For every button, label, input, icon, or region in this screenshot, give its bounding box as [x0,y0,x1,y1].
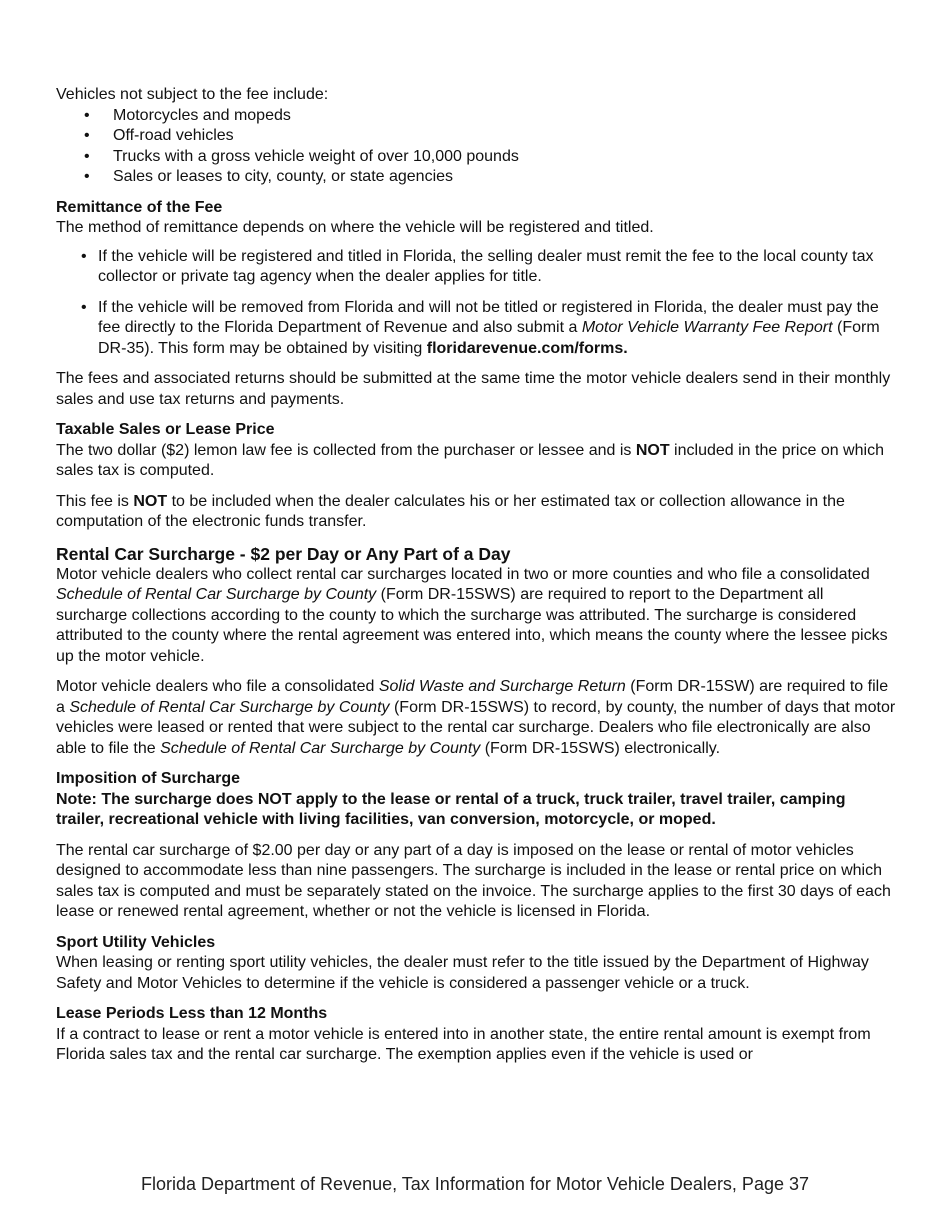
exempt-list [56,106,896,188]
page-content [56,85,896,1066]
text-run: Motor vehicle dealers who file a consolidated [56,678,379,695]
forms-link[interactable]: floridarevenue.com/forms. [426,339,628,357]
imposition-note: Note: The surcharge does NOT apply to the lease or rental of a truck, truck trailer, travel trailer, camping trailer, recreational vehicle with living facilities, van conversion, motorcycle, or moped. [56,790,846,828]
text-run: (Form DR-15SWS) are required to report to the Department all surcharge collections according to the county to which the surcharge was attributed. The surcharge is considered attributed to the county where the rental agreement was entered into, which means the county where the lessee picks up the motor vehicle. [56,586,888,665]
text-run: included in the price on which sales tax is computed. [56,441,884,479]
list-item: • Sales or leases to city, county, or state agencies [56,167,896,188]
emphasis: NOT [133,492,168,510]
lease-heading: Lease Periods Less than 12 Months [56,1005,328,1022]
remittance-closing: The fees and associated returns should be submitted at the same time the motor vehicle dealers send in their monthly sales and use tax returns and payments. [56,370,891,408]
suv-heading: Sport Utility Vehicles [56,933,216,951]
lease-text: If a contract to lease or rent a motor vehicle is entered into in another state, the entire rental amount is exempt from Florida sales tax and the rental car surcharge. The exemption applies even if the vehicle is used or [56,1025,871,1063]
taxable-paragraph-1 [56,441,896,482]
list-item: • Off-road vehicles [56,126,896,147]
imposition-heading: Imposition of Surcharge [56,770,241,787]
emphasis: NOT [635,441,670,459]
rental-heading: Rental Car Surcharge - $2 per Day or Any Part of a Day [56,543,511,564]
remittance-heading: Remittance of the Fee [56,198,223,216]
form-title: Schedule of Rental Car Surcharge by County [160,739,481,757]
text-run: (Form DR-35). This form may be obtained by visiting [98,319,880,357]
rental-paragraph-2 [56,677,896,759]
exempt-intro: Vehicles not subject to the fee include: [56,86,329,103]
form-title: Schedule of Rental Car Surcharge by County [69,698,390,716]
text-run: to be included when the dealer calculates his or her estimated tax or collection allowance in the computation of the electronic funds transfer. [56,492,845,530]
taxable-heading: Taxable Sales or Lease Price [56,421,275,438]
text-run: If the vehicle will be removed from Florida and will not be titled or registered in Florida, the dealer must pay the fee directly to the Florida Department of Revenue and also submit a [98,298,879,336]
form-title: Schedule of Rental Car Surcharge by County [56,586,377,603]
form-title: Motor Vehicle Warranty Fee Report [581,319,833,336]
text-run: The two dollar ($2) lemon law fee is collected from the purchaser or lessee and is [56,441,636,459]
list-item: • Trucks with a gross vehicle weight of over 10,000 pounds [56,147,896,168]
rental-paragraph-1 [56,565,896,668]
imposition-text: The rental car surcharge of $2.00 per day or any part of a day is imposed on the lease or rental of motor vehicles designed to accommodate less than nine passengers. The surcharge is included in the lease or rental price on which sales tax is computed and must be separately stated on the invoice. The surcharge applies to the first 30 days of each lease or renewed rental agreement, whether or not the vehicle is licensed in Florida. [56,841,891,920]
remittance-text: The method of remittance depends on where the vehicle will be registered and titled. [56,219,654,236]
page-footer: Florida Department of Revenue, Tax Information for Motor Vehicle Dealers, Page 37 [140,1174,809,1194]
form-title: Solid Waste and Surcharge Return [378,678,626,695]
text-run: This fee is [56,492,134,510]
text-run: (Form DR-15SWS) to record, by county, the number of days that motor vehicles were leased or rented that were subject to the rental car surcharge. Dealers who file electronically are also able to file the [56,698,896,757]
suv-text: When leasing or renting sport utility vehicles, the dealer must refer to the title issued by the Department of Highway Safety and Motor Vehicles to determine if the vehicle is considered a passenger vehicle or a truck. [56,954,869,992]
text-run: (Form DR-15SW) are required to file a [56,678,889,716]
list-item: • Motorcycles and mopeds [56,106,896,127]
list-item: • If the vehicle will be registered and titled in Florida, the selling dealer must remit the fee to the local county tax collector or private tag agency when the dealer applies for title. [56,247,896,288]
list-item [56,298,896,360]
text-run: Motor vehicle dealers who collect rental car surcharges located in two or more counties and who file a consolidated [56,565,870,583]
text-run: (Form DR-15SWS) electronically. [480,739,721,757]
taxable-paragraph-2 [56,492,896,533]
remittance-list [56,247,896,360]
